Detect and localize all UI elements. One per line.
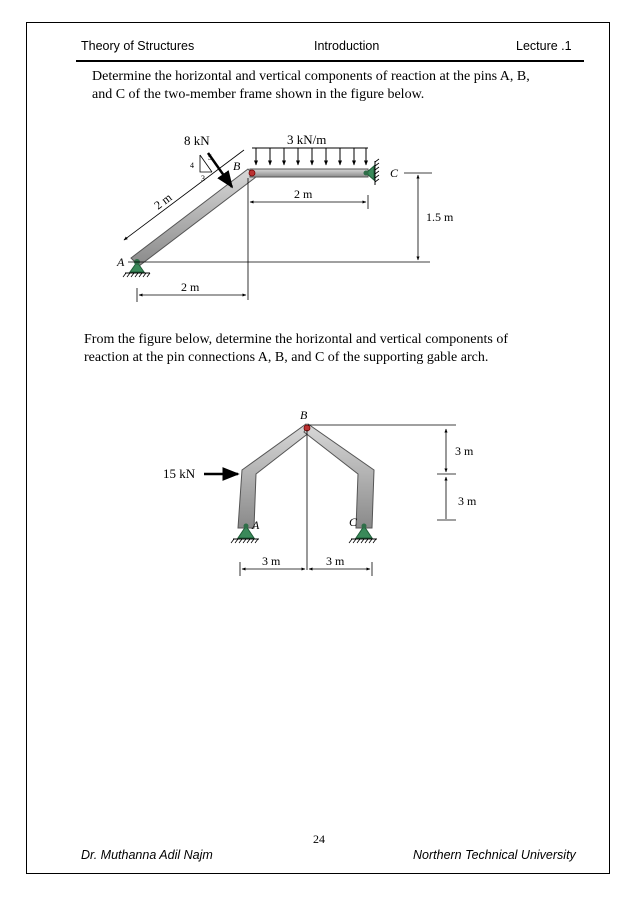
- distributed-load-label: 3 kN/m: [287, 132, 327, 147]
- slope-label-4: 4: [190, 161, 194, 170]
- arch-dim-left-label: 3 m: [262, 554, 281, 568]
- label-c: C: [390, 166, 399, 180]
- header-course-title: Theory of Structures: [81, 39, 195, 53]
- arch-force-label: 15 kN: [163, 466, 196, 481]
- dim-top-label: 2 m: [294, 187, 313, 201]
- pin-b: [249, 170, 255, 176]
- problem2-line2: reaction at the pin connections A, B, and C of the supporting gable arch.: [84, 350, 489, 365]
- arch-label-b: B: [300, 408, 308, 422]
- slope-label-5: 5: [208, 153, 212, 162]
- problem1-line1: Determine the horizontal and vertical components of reaction at the pins A, B,: [92, 69, 530, 84]
- dim-incline-label: 2 m: [151, 190, 175, 213]
- label-a: A: [117, 255, 125, 269]
- footer-author: Dr. Muthanna Adil Najm: [81, 848, 213, 862]
- dim-bottom-label: 2 m: [181, 280, 200, 294]
- header-lecture-number: Lecture .1: [516, 39, 572, 53]
- problem2-text: [84, 331, 508, 367]
- member-bc: [250, 169, 368, 177]
- member-ab-arch: [238, 424, 310, 528]
- point-load-label: 8 kN: [184, 133, 210, 148]
- header-section-title: Introduction: [314, 39, 380, 53]
- footer-university: Northern Technical University: [413, 848, 576, 862]
- member-cb-arch: [304, 424, 374, 528]
- problem2-line1: From the figure below, determine the horizontal and vertical components of: [84, 332, 509, 347]
- distributed-load: [252, 148, 368, 165]
- dim-height-label: 1.5 m: [426, 210, 454, 224]
- page-number: 24: [313, 832, 325, 846]
- problem1-line2: and C of the two-member frame shown in the figure below.: [92, 87, 425, 102]
- slope-label-3: 3: [201, 174, 205, 183]
- arch-label-a: A: [252, 518, 260, 532]
- member-ab: [131, 169, 256, 266]
- label-b: B: [233, 159, 241, 173]
- arch-dim-upper-label: 3 m: [455, 444, 474, 458]
- arch-label-c: C: [349, 515, 358, 529]
- arch-dim-lower-label: 3 m: [458, 494, 477, 508]
- arch-dim-right-label: 3 m: [326, 554, 345, 568]
